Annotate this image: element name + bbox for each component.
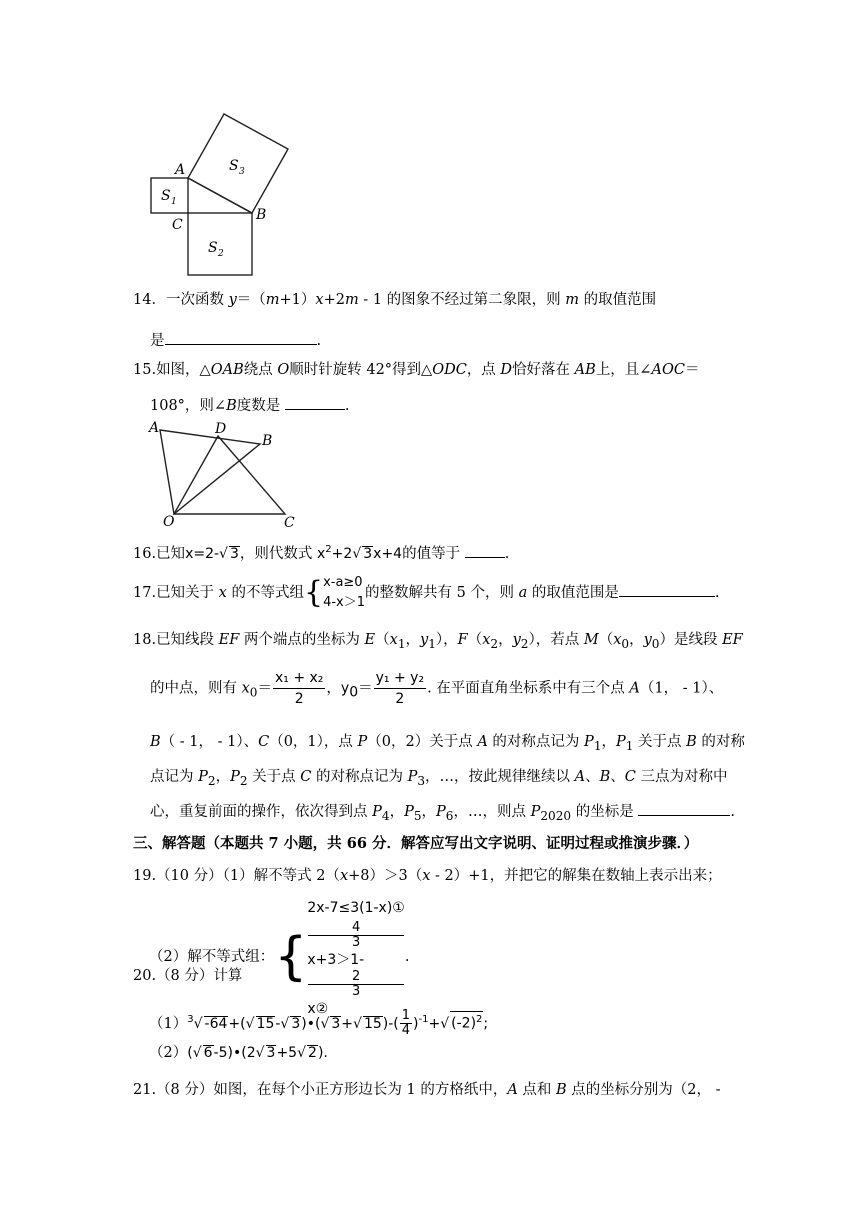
question-14: 14．一次函数 y＝（m+1）x+2m - 1 的图象不经过第二象限，则 m 的取值范围 bbox=[133, 292, 657, 308]
question-19-part2: （2）解不等式组：{ 2x-7≤3(1-x)① 4 3 x+3＞1- 2 3 x② . bbox=[149, 900, 410, 1017]
svg-text:B: B bbox=[262, 433, 273, 449]
question-20: 20.（8 分）计算 bbox=[133, 968, 243, 984]
label-B: B bbox=[256, 207, 267, 223]
question-21: 21.（8 分）如图，在每个小正方形边长为 1 的方格纸中，A 点和 B 点的坐标分别为（2， - bbox=[133, 1082, 721, 1098]
label-C: C bbox=[172, 217, 183, 233]
label-S2: S bbox=[208, 240, 218, 256]
label-S1: S bbox=[161, 188, 171, 204]
answer-blank-15 bbox=[285, 395, 345, 410]
svg-text:A: A bbox=[149, 420, 160, 436]
question-18-line2: 的中点，则有 $x_0=$ $\frac{\text{x₁ + x₂}}{2}$ ，$y_0=$ $\frac{\text{y₁ + y₂}}{2}$ . 在平面直角坐标系中有三个点 A（1， - 1）、 bbox=[150, 670, 724, 707]
svg-text:3: 3 bbox=[239, 167, 245, 177]
question-15: 15.如图，△OAB绕点 O顺时针旋转 42°得到△ODC，点 D恰好落在 AB上，且∠AOC＝ bbox=[133, 362, 700, 378]
svg-text:O: O bbox=[163, 514, 175, 530]
question-20-part1: $(1)^3√$ -64+(√ 15-√ 3)•(√ 3+√ 15)-( $\frac{1}{4}$ )$^{-1}$+√ $(-2)^2$; bbox=[149, 1008, 489, 1039]
pythagoras-squares-figure bbox=[145, 112, 295, 277]
label-A: A bbox=[175, 162, 186, 178]
rotation-triangle-figure bbox=[145, 418, 305, 530]
question-16: 16.已知x=2-√ 3，则代数式 $x^2+2√$ 3x+4的值等于 . bbox=[133, 544, 510, 562]
question-18-line5: 心，重复前面的操作，依次得到点 $P_4$，$P_5$，$P_6$，…，则点 $P_{2020}$ 的坐标是 . bbox=[150, 801, 735, 826]
question-15-line2: 108°，则∠B度数是 . bbox=[150, 395, 349, 416]
question-20-part2: （2）(√ 6-5)•(2√ 3+5√ 2). bbox=[149, 1045, 328, 1061]
answer-blank-16 bbox=[465, 543, 505, 558]
question-18: 18.已知线段 EF 两个端点的坐标为 $E(x_1$，$y_1$），$F(x_2$，$y_2$），若点 $M(x_0$，$y_0$）是线段 EF bbox=[133, 632, 743, 651]
question-18-line4: 点记为 $P_2$，$P_2$ 关于点 C 的对称点记为 $P_3$，…，按此规律继续以 A、B、C 三点为对称中 bbox=[150, 769, 728, 788]
question-14-line2: 是 . bbox=[150, 330, 321, 351]
svg-text:D: D bbox=[215, 421, 227, 437]
answer-blank-17 bbox=[619, 582, 715, 597]
section-3-heading: 三、解答题（本题共 7 小题，共 66 分．解答应写出文字说明、证明过程或推演步骤．） bbox=[133, 835, 699, 852]
answer-blank-18 bbox=[638, 801, 730, 816]
answer-blank-14 bbox=[165, 330, 317, 345]
question-19: 19.（10 分）（1）解不等式 2（x+8）＞3（x - 2）+1，并把它的解集在数轴上表示出来； bbox=[133, 868, 722, 884]
label-S3: S bbox=[229, 158, 239, 174]
svg-text:1: 1 bbox=[171, 197, 177, 207]
question-17: 17.已知关于 x 的不等式组{ x-a≥0 4-x＞1 的整数解共有 5 个，则 a 的取值范围是 . bbox=[133, 575, 720, 610]
question-18-line3: B（ - 1， - 1）、C（0，1），点 P（0，2）关于点 A 的对称点记为 $P_1$，$P_1$ 关于点 B 的对称 bbox=[150, 734, 745, 753]
svg-text:C: C bbox=[284, 515, 295, 530]
svg-text:2: 2 bbox=[218, 249, 224, 259]
